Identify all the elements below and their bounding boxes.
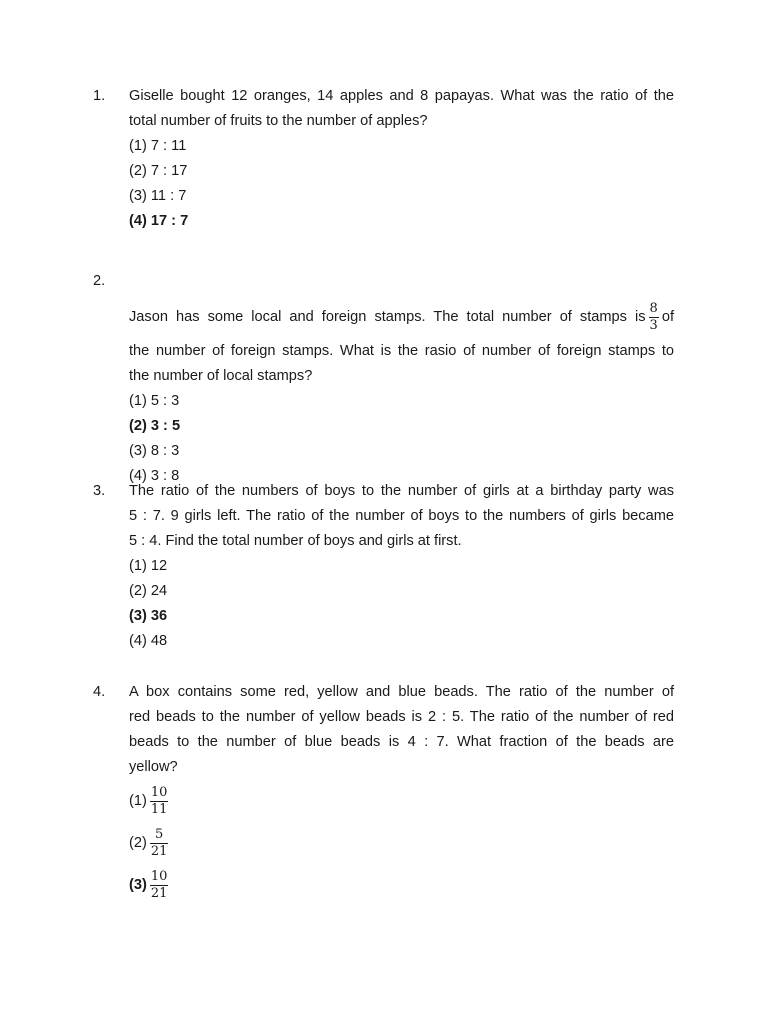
question-text-line: 5 : 7. 9 girls left. The ratio of the number of boys to the numbers of girls became — [129, 508, 674, 524]
question-text-line: total number of fruits to the number of apples? — [129, 113, 428, 129]
option-label: (2) — [129, 835, 147, 851]
option-4: (4) 3 : 8 — [129, 468, 180, 484]
fraction — [649, 302, 659, 333]
fraction-denominator: 3 — [649, 317, 658, 333]
question-text-line: A box contains some red, yellow and blue beads. The ratio of the number of — [129, 684, 674, 700]
question-number: 1. — [93, 88, 106, 104]
option-3-answer: (3) 36 — [129, 608, 168, 624]
option-1: (1) 5 : 3 — [129, 393, 180, 409]
option-1 — [129, 780, 674, 822]
fraction — [150, 870, 169, 901]
question-text-line: 5 : 4. Find the total number of boys and girls at first. — [129, 533, 462, 549]
option-4: (4) 48 — [129, 633, 168, 649]
option-3-answer — [129, 864, 674, 906]
question-text-line: the number of local stamps? — [129, 368, 313, 384]
question-body — [129, 84, 674, 234]
fraction — [150, 828, 169, 859]
question-number: 2. — [93, 273, 106, 289]
option-2: (2) 24 — [129, 583, 168, 599]
question-body — [129, 479, 674, 654]
option-4-answer: (4) 17 : 7 — [129, 213, 189, 229]
question-text-line: beads to the number of blue beads is 4 : 7. What fraction of the beads are — [129, 734, 674, 750]
fraction-numerator: 8 — [649, 300, 658, 316]
question-text: of — [661, 309, 674, 325]
fraction-denominator: 21 — [150, 885, 168, 901]
question-body — [129, 299, 674, 489]
option-1: (1) 7 : 11 — [129, 138, 187, 154]
fraction-numerator: 10 — [150, 868, 168, 884]
question-text-line: The ratio of the numbers of boys to the number of girls at a birthday party was — [129, 483, 674, 499]
option-1: (1) 12 — [129, 558, 168, 574]
option-label: (3) — [129, 877, 147, 893]
option-2: (2) 7 : 17 — [129, 163, 188, 179]
option-label: (1) — [129, 793, 147, 809]
question-number: 3. — [93, 483, 106, 499]
fraction-numerator: 5 — [154, 826, 164, 842]
fraction-denominator: 21 — [150, 843, 168, 859]
fraction — [150, 786, 169, 817]
option-3: (3) 8 : 3 — [129, 443, 180, 459]
option-3: (3) 11 : 7 — [129, 188, 187, 204]
question-number: 4. — [93, 684, 106, 700]
question-text: Jason has some local and foreign stamps. The total number of stamps is — [129, 309, 646, 325]
option-2-answer: (2) 3 : 5 — [129, 418, 181, 434]
question-text-line: yellow? — [129, 759, 178, 775]
fraction-denominator: 11 — [150, 801, 168, 817]
question-text-line: Giselle bought 12 oranges, 14 apples and 8 papayas. What was the ratio of the — [129, 88, 674, 104]
question-text-line: the number of foreign stamps. What is the rasio of number of foreign stamps to — [129, 343, 674, 359]
question-text-line — [129, 299, 674, 335]
question-text-line: red beads to the number of yellow beads is 2 : 5. The ratio of the number of red — [129, 709, 674, 725]
fraction-numerator: 10 — [150, 784, 168, 800]
question-body — [129, 680, 674, 906]
option-2 — [129, 822, 674, 864]
question-2 — [0, 263, 768, 484]
